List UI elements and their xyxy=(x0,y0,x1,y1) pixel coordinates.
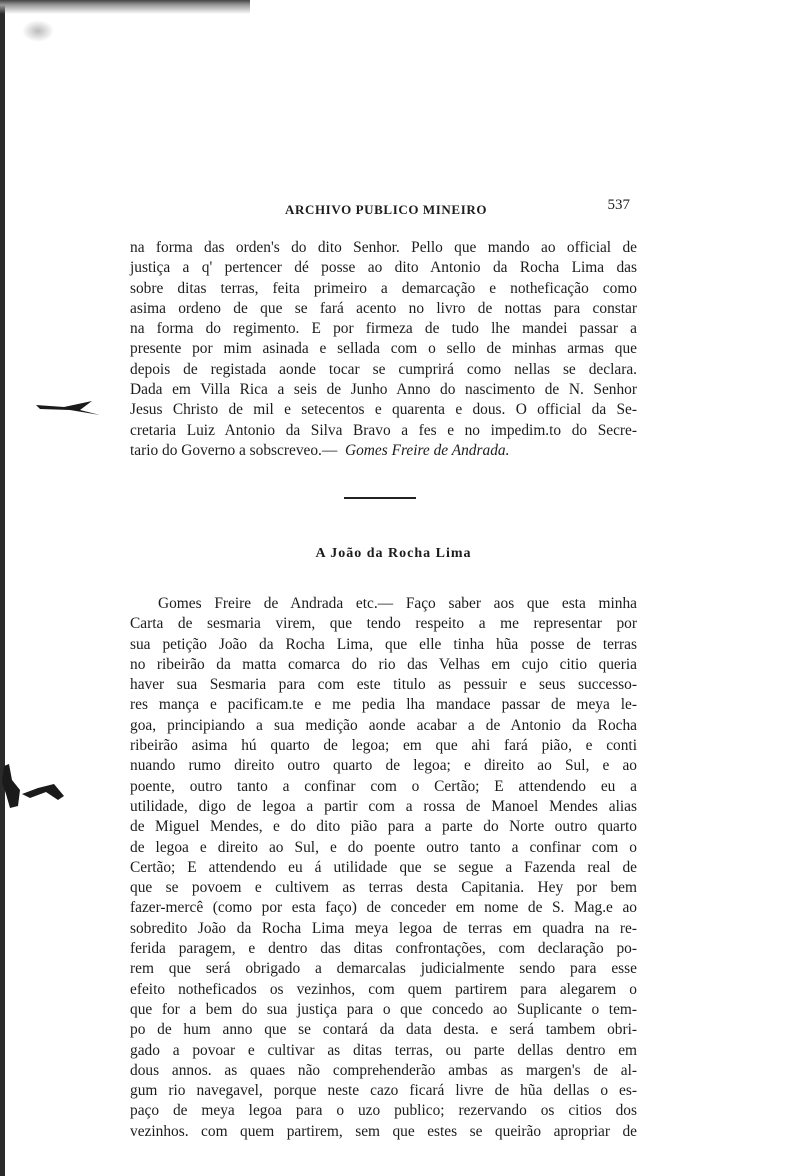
text-line: res mança e pacificam.te e me pedia lha mandace passar de meya le- xyxy=(130,696,637,714)
text-line: presente por mim asinada e sellada com o sello de minhas armas que xyxy=(130,340,637,358)
text-line: paço de meya legoa para o uzo publico; rezervando os citios dos xyxy=(130,1102,637,1120)
ink-smudge xyxy=(22,20,54,42)
text-line: ferida paragem, e dentro das ditas confrontações, com declaração po- xyxy=(130,940,637,958)
text-line: Certão; E attendendo eu á utilidade que se segue a Fazenda real de xyxy=(130,858,637,876)
text-line: haver sua Sesmaria para com este titulo as pessuir e seus successo- xyxy=(130,676,637,694)
page-binding-edge xyxy=(0,0,5,1176)
text-line: goa, principiando a sua medição aonde acabar a de Antonio da Rocha xyxy=(130,716,637,734)
text-line: na forma do regimento. E por firmeza de tudo lhe mandei passar a xyxy=(130,320,637,338)
second-document-text xyxy=(130,594,637,1142)
text-line: Dada em Villa Rica a seis de Junho Anno do nascimento de N. Senhor xyxy=(130,381,637,399)
text-line: Jesus Christo de mil e setecentos e quarenta e dous. O official da Se- xyxy=(130,401,637,419)
text-line: po de hum anno que se contará da data desta. e será tambem obri- xyxy=(130,1021,637,1039)
page-header xyxy=(285,197,630,222)
page-number: 537 xyxy=(607,197,630,213)
text-line: nuando rumo direito outro quarto de legoa; e direito ao Sul, e ao xyxy=(130,757,637,775)
running-head: ARCHIVO PUBLICO MINEIRO xyxy=(285,202,488,217)
section-divider xyxy=(344,497,416,499)
section-title: A João da Rocha Lima xyxy=(315,546,472,561)
text-line: cretaria Luiz Antonio da Silva Bravo a fes e no impedim.to do Secre- xyxy=(130,421,637,439)
text-line: ribeirão asima hú quarto de legoa; em que ahi fará pião, e conti xyxy=(130,737,637,755)
text-line: sua petição João da Rocha Lima, que elle tinha hũa posse de terras xyxy=(130,635,637,653)
text-line: no ribeirão da matta comarca do rio das Velhas em cujo citio queria xyxy=(130,655,637,673)
text-line: fazer-mercê (como por esta faço) de conceder em nome de S. Mag.e ao xyxy=(130,899,637,917)
text-line: efeito notheficados os vezinhos, com quem partirem para alegarem o xyxy=(130,980,637,998)
text-line: Carta de sesmaria virem, que tendo respeito a me representar por xyxy=(130,615,637,633)
text-line: rem que será obrigado a demarcalas judicialmente sendo para esse xyxy=(130,960,637,978)
text-line: gum rio navegavel, porque neste cazo ficará livre de hũa dellas o es- xyxy=(130,1082,637,1100)
text-line: de Miguel Mendes, e do dito pião para a parte do Norte outro quarto xyxy=(130,818,637,836)
text-line: Gomes Freire de Andrada etc.— Faço saber aos que esta minha xyxy=(158,595,637,612)
text-line: de legoa e direito ao Sul, e do poente outro tanto a confinar com o xyxy=(130,838,637,856)
text-line: que for a bem do sua justiça para o que concedo ao Suplicante o tem- xyxy=(130,1000,637,1018)
first-document-text xyxy=(130,238,637,461)
text-line: depois de registada aonde tocar se cumprirá como nellas se declara. xyxy=(130,360,637,378)
text-line: sobre ditas terras, feita primeiro a demarcação e notheficação como xyxy=(130,279,637,297)
text-line: vezinhos. com quem partirem, sem que estes se queirão apropriar de xyxy=(130,1122,637,1140)
text-line: dous annos. as quaes não comprehenderão ambas as margen's de al- xyxy=(130,1061,637,1079)
text-line: asima ordeno de que se fará acento no livro de nottas para constar xyxy=(130,299,637,317)
text-line: utilidade, digo de legoa a partir com a rossa de Manoel Mendes alias xyxy=(130,797,637,815)
text-line-with-signature xyxy=(130,441,637,461)
text-line: que se povoem e cultivem as terras desta Capitania. Hey por bem xyxy=(130,879,637,897)
text-line: gado a povoar e cultivar as ditas terras, ou parte dellas dentro em xyxy=(130,1041,637,1059)
page-top-shadow xyxy=(0,0,250,14)
margin-pen-mark-icon xyxy=(0,760,84,810)
text-line: na forma das orden's do dito Senhor. Pello que mando ao official de xyxy=(130,239,637,256)
text-line: justiça a q' pertencer dé posse ao dito Antonio da Rocha Lima das xyxy=(130,259,637,277)
text-line: sobredito João da Rocha Lima meya legoa de terras em quadra na re- xyxy=(130,919,637,937)
signature: Gomes Freire de Andrada. xyxy=(345,441,510,459)
margin-pen-mark-icon xyxy=(34,393,104,419)
closing-text: tario do Governo a sobscreveo.— xyxy=(130,441,338,459)
text-line: poente, outro tanto a confinar com o Certão; E attendendo eu a xyxy=(130,777,637,795)
